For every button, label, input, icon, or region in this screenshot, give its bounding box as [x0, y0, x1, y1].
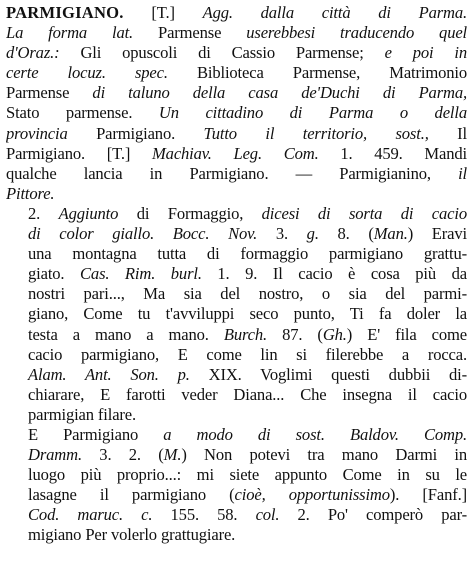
- text-line: [6, 425, 467, 445]
- italic-segment: il: [458, 163, 467, 183]
- italic-segment: e poi in: [384, 43, 467, 63]
- text-segment: Stato parmense.: [6, 103, 159, 123]
- italic-segment: M.: [163, 445, 182, 465]
- italic-segment: dicesi di sorta di cacio: [261, 203, 467, 223]
- text-line: [6, 103, 467, 123]
- text-segment: di Formaggio,: [118, 203, 262, 223]
- italic-segment: Aggiunto: [58, 203, 119, 223]
- text-segment: 3.: [257, 224, 307, 244]
- text-segment: ). [Fanf.]: [389, 485, 467, 505]
- text-segment: migiano Per volerlo grattugiare.: [28, 525, 236, 545]
- entry-paragraph-definition: [6, 3, 467, 204]
- text-line: [6, 345, 467, 365]
- italic-segment: Dramm.: [28, 445, 82, 465]
- text-segment: 8. (: [318, 224, 374, 244]
- text-line: [6, 83, 467, 103]
- italic-segment: Cas. Rim. burl.: [80, 264, 202, 284]
- italic-segment: d'Oraz.:: [6, 43, 60, 63]
- text-line: [6, 445, 467, 465]
- italic-segment: La forma lat.: [6, 23, 134, 43]
- text-line: [6, 405, 467, 425]
- italic-segment: Un cittadino di Parma o della: [158, 103, 467, 123]
- text-segment: parmigian filare.: [28, 404, 137, 424]
- text-segment: qualche lancia in Parmigiano. — Parmigianino,: [6, 163, 459, 183]
- italic-segment: userebbesi traducendo quel: [246, 23, 467, 43]
- italic-segment: di color giallo. Bocc. Nov.: [28, 224, 258, 244]
- italic-segment: Cod. maruc. c.: [28, 505, 153, 525]
- text-segment: testa a mano a mano.: [28, 324, 224, 344]
- text-line: [6, 144, 467, 164]
- text-segment: nostri pari..., Ma sia del nostro, o sia del parmi-: [28, 284, 467, 304]
- italic-segment: Pittore.: [6, 183, 55, 203]
- text-segment: 1. 9. Il cacio è cosa più da: [201, 264, 467, 284]
- text-line: [6, 43, 467, 63]
- text-line: [6, 184, 467, 204]
- text-segment: lasagne il parmigiano (: [28, 485, 235, 505]
- text-line: [6, 505, 467, 525]
- text-segment: 2.: [28, 203, 59, 223]
- italic-segment: Man.: [373, 224, 408, 244]
- italic-segment: provincia: [6, 123, 68, 143]
- text-line: [6, 525, 467, 545]
- text-segment: 2. Po' comperò par-: [279, 505, 467, 525]
- text-segment: E Parmigiano: [28, 424, 164, 444]
- text-line: [6, 325, 467, 345]
- text-segment: 87. (: [267, 324, 323, 344]
- text-line: [6, 3, 467, 23]
- italic-segment: cioè, opportunissimo: [234, 485, 390, 505]
- text-line: [6, 244, 467, 264]
- text-segment: Gli opuscoli di Cassio Parmense;: [59, 43, 385, 63]
- text-segment: 155. 58.: [152, 505, 256, 525]
- text-segment: [T.]: [123, 3, 203, 22]
- text-segment: Parmigiano. [T.]: [6, 143, 152, 163]
- text-segment: Parmense: [6, 83, 93, 103]
- text-line: [6, 204, 467, 224]
- text-line: [6, 385, 467, 405]
- text-segment: 3. 2. (: [81, 445, 164, 465]
- text-segment: cacio parmigiano, E come lin si filerebbe a rocca.: [28, 344, 467, 364]
- text-segment: Biblioteca Parmense, Matrimonio: [167, 63, 467, 83]
- text-segment: luogo più proprio...: mi siete appunto Come in su le: [28, 465, 467, 485]
- text-line: [6, 465, 467, 485]
- italic-segment: Gh.: [322, 324, 347, 344]
- text-segment: giano, Come tu t'avviluppi seco punto, Ti fa doler la: [28, 304, 467, 324]
- italic-segment: g.: [306, 224, 319, 244]
- text-segment: XIX. Voglimi questi dubbii di-: [189, 364, 467, 384]
- text-line: [6, 264, 467, 284]
- italic-segment: Tutto il territorio, sost.,: [203, 123, 429, 143]
- text-segment: ) E' fila come: [346, 324, 467, 344]
- entry-paragraph-cheese-sense: [6, 204, 467, 425]
- text-segment: Parmense: [133, 23, 247, 43]
- headword: PARMIGIANO.: [6, 3, 124, 22]
- text-line: [6, 124, 467, 144]
- italic-segment: col.: [255, 505, 280, 525]
- text-segment: Il: [428, 123, 467, 143]
- text-segment: giato.: [28, 264, 80, 284]
- text-line: [6, 304, 467, 324]
- italic-segment: Alam. Ant. Son. p.: [28, 364, 190, 384]
- text-segment: ) Non potevi tra mano Darmi in: [181, 445, 467, 465]
- text-segment: 1. 459. Mandi: [318, 143, 467, 163]
- text-segment: ) Eravi: [407, 224, 467, 244]
- italic-segment: Machiav. Leg. Com.: [152, 143, 319, 163]
- italic-segment: Agg. dalla città di Parma.: [202, 3, 467, 22]
- text-segment: Parmigiano.: [67, 123, 204, 143]
- entry-paragraph-noun-usage: [6, 425, 467, 546]
- text-line: [6, 485, 467, 505]
- text-line: [6, 224, 467, 244]
- italic-segment: certe locuz. spec.: [6, 63, 168, 83]
- italic-segment: di taluno della casa de'Duchi di Parma,: [92, 83, 467, 103]
- text-line: [6, 365, 467, 385]
- text-line: [6, 63, 467, 83]
- italic-segment: a modo di sost. Baldov. Comp.: [163, 424, 467, 444]
- text-line: [6, 284, 467, 304]
- text-segment: chiarare, E farotti veder Diana... Che insegna il cacio: [28, 384, 467, 404]
- text-line: [6, 164, 467, 184]
- text-line: [6, 23, 467, 43]
- text-segment: una montagna tutta di formaggio parmigiano grattu-: [28, 244, 467, 264]
- italic-segment: Burch.: [223, 324, 268, 344]
